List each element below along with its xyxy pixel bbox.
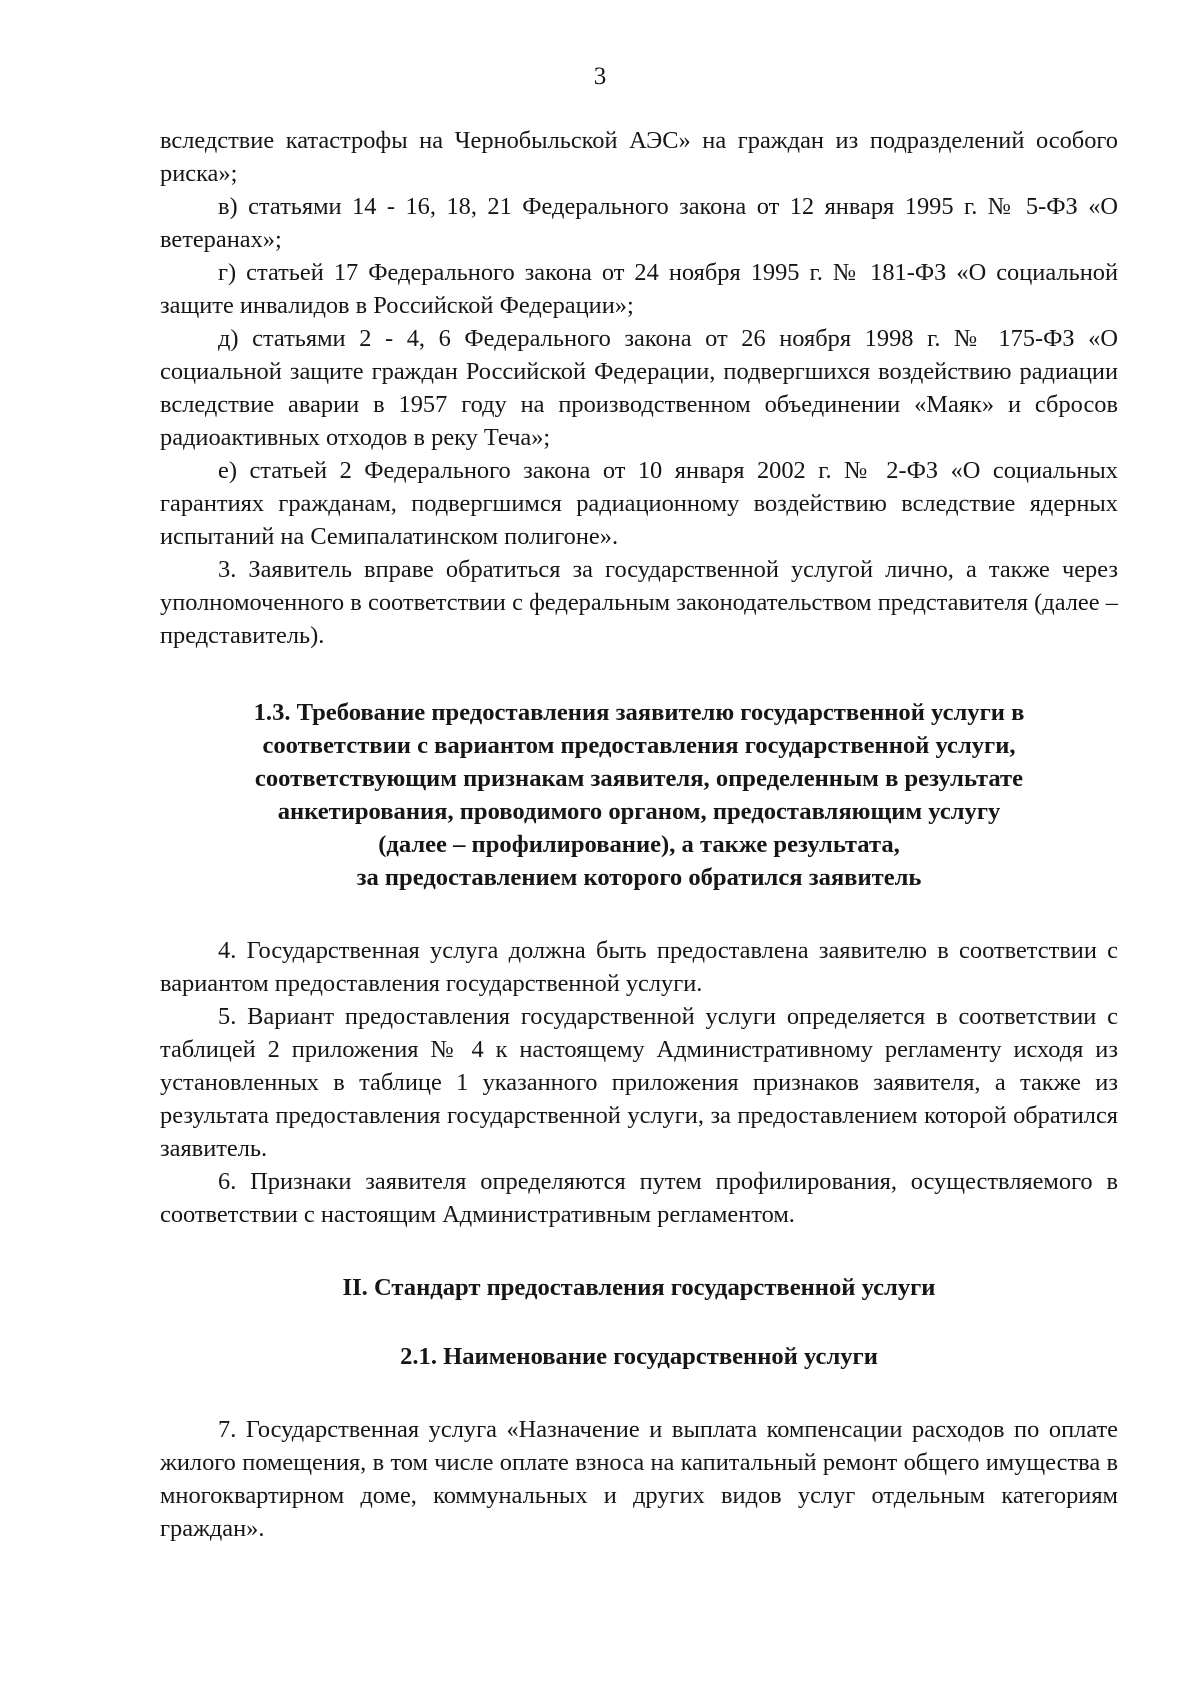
paragraph-6: 6. Признаки заявителя определяются путем профилирования, осуществляемого в соответствии с настоящим Административным регламентом. [160,1168,1118,1228]
paragraph-item-e: е) статьей 2 Федерального закона от 10 января 2002 г. № 2-ФЗ «О социальных гарантиях гражданам, подвергшимся радиационному воздействию вследствие ядерных испытаний на Семипалатинском полигоне». [160,457,1118,550]
page-number: 3 [593,63,607,90]
heading-line: анкетирования, проводимого органом, предоставляющим услугу [277,798,1001,825]
paragraph-4: 4. Государственная услуга должна быть предоставлена заявителю в соответствии с вариантом предоставления государственной услуги. [160,937,1118,997]
paragraph-7: 7. Государственная услуга «Назначение и выплата компенсации расходов по оплате жилого помещения, в том числе оплате взноса на капитальный ремонт общего имущества в многоквартирном доме, коммунальных и других видов услуг отдельным категориям граждан». [160,1416,1118,1542]
heading-line: 1.3. Требование предоставления заявителю государственной услуги в [253,699,1025,726]
paragraph-item-g: г) статьей 17 Федерального закона от 24 ноября 1995 г. № 181-ФЗ «О социальной защите инвалидов в Российской Федерации»; [160,259,1118,319]
section-heading-1-3 [160,696,1118,894]
heading-line: соответствии с вариантом предоставления государственной услуги, [262,732,1016,759]
paragraph: вследствие катастрофы на Чернобыльской АЭС» на граждан из подразделений особого риска»; [160,127,1118,187]
document-body [160,124,1118,1545]
section-heading-2-1: 2.1. Наименование государственной услуги [400,1343,878,1370]
section-heading-2: II. Стандарт предоставления государственной услуги [342,1274,936,1301]
paragraph-3: 3. Заявитель вправе обратиться за государственной услугой лично, а также через уполномоченного в соответствии с федеральным законодательством представителя (далее – представитель). [160,556,1118,649]
paragraph-item-v: в) статьями 14 - 16, 18, 21 Федерального закона от 12 января 1995 г. № 5-ФЗ «О ветеранах»; [160,193,1118,253]
heading-line: (далее – профилирование), а также результата, [378,831,900,858]
heading-line: за предоставлением которого обратился заявитель [356,864,922,891]
paragraph-item-d: д) статьями 2 - 4, 6 Федерального закона от 26 ноября 1998 г. № 175-ФЗ «О социальной защите граждан Российской Федерации, подвергшихся воздействию радиации вследствие аварии в 1957 году на производственном объединении «Маяк» и сбросов радиоактивных отходов в реку Теча»; [160,325,1118,451]
paragraph-5: 5. Вариант предоставления государственной услуги определяется в соответствии с таблицей 2 приложения № 4 к настоящему Административному регламенту исходя из установленных в таблице 1 указанного приложения признаков заявителя, а также из результата предоставления государственной услуги, за предоставлением которой обратился заявитель. [160,1003,1118,1162]
heading-line: соответствующим признакам заявителя, определенным в результате [254,765,1024,792]
